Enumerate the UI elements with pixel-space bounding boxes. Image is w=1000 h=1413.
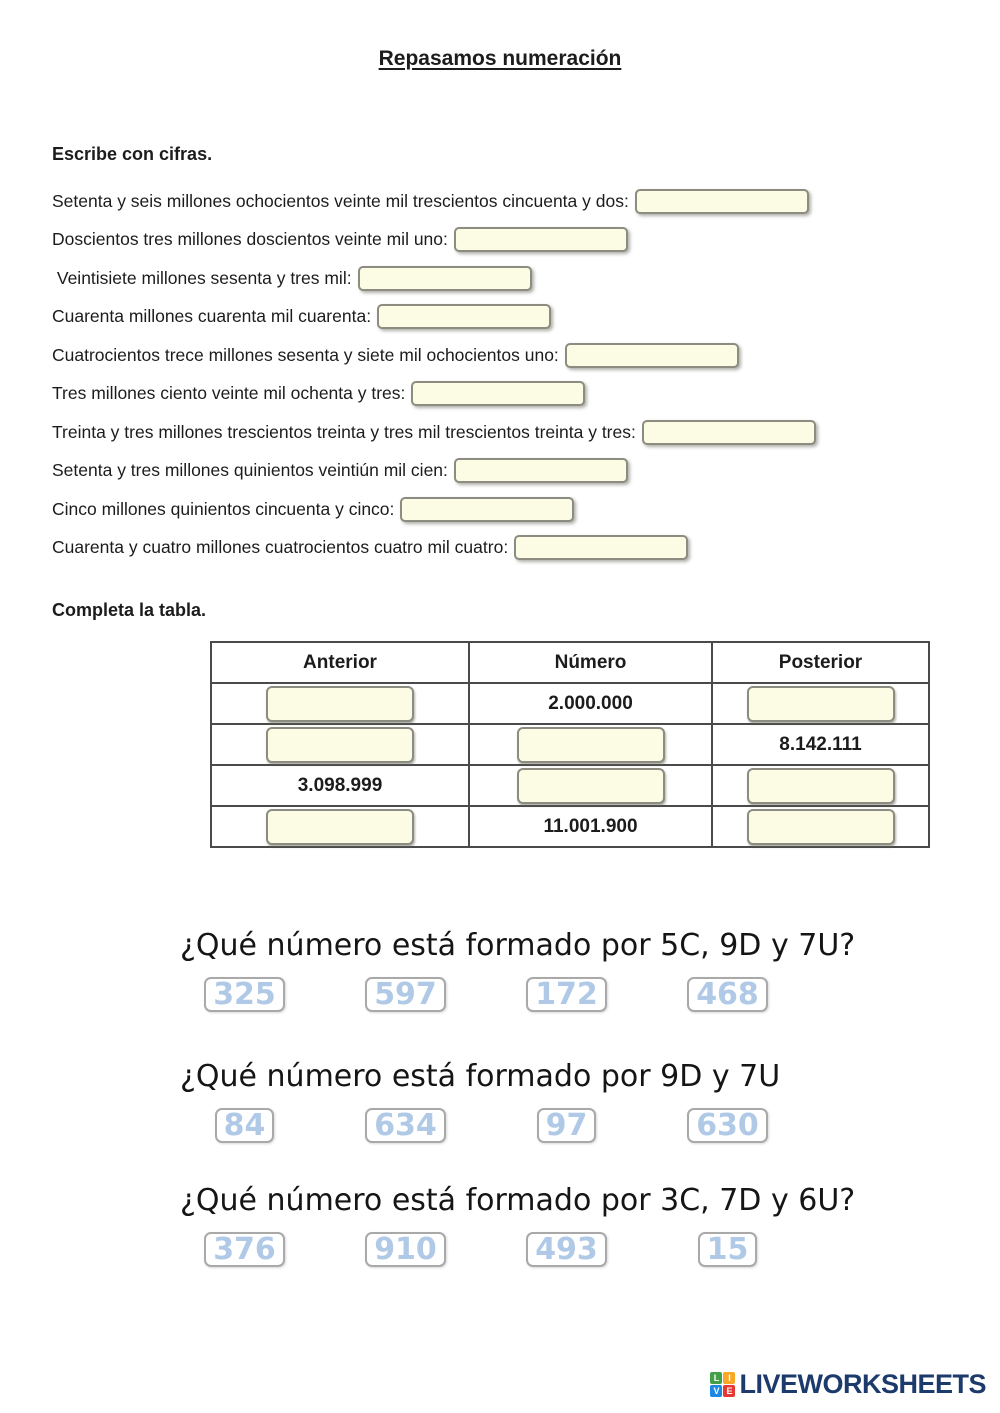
column-header-posterior: Posterior [712, 642, 929, 683]
option-slot [325, 977, 486, 1012]
option-number: 97 [545, 1108, 588, 1143]
worksheet-title [0, 47, 1000, 71]
exercise-text: Veintisiete millones sesenta y tres mil: [52, 267, 352, 288]
column-header-anterior: Anterior [211, 642, 469, 683]
section-escribe-con-cifras [52, 144, 970, 567]
exercise-text: Treinta y tres millones trescientos treinta y tres mil trescientos treinta y tres: [52, 421, 636, 442]
question-block-3 [0, 1180, 1000, 1267]
exercise-line [52, 375, 970, 414]
exercise-text: Cuarenta y cuatro millones cuatrocientos cuatro mil cuatro: [52, 537, 509, 558]
logo-tile-v: V [710, 1385, 722, 1397]
option-box-172[interactable] [526, 977, 607, 1012]
section-heading-escribe: Escribe con cifras. [52, 144, 213, 164]
option-box-597[interactable] [365, 977, 446, 1012]
exercise-line [52, 529, 970, 568]
answer-input-9[interactable] [400, 497, 574, 522]
exercise-text: Cuarenta millones cuarenta mil cuarenta: [52, 306, 372, 327]
liveworksheets-logo[interactable] [710, 1369, 986, 1400]
table-cell [469, 683, 712, 724]
table-cell [712, 765, 929, 806]
answer-input-8[interactable] [454, 458, 628, 483]
numbers-table-wrapper [210, 641, 930, 848]
question-text-1: ¿Qué número está formado por 5C, 9D y 7U? [180, 928, 856, 963]
exercise-line [52, 298, 970, 337]
table-cell [469, 806, 712, 847]
option-slot [486, 977, 647, 1012]
option-number: 376 [213, 1232, 276, 1267]
exercise-line [52, 490, 970, 529]
option-box-84[interactable] [215, 1108, 275, 1143]
logo-text: LIVEWORKSHEETS [739, 1369, 986, 1399]
option-number: 493 [535, 1232, 598, 1267]
logo-tile-e: E [723, 1385, 735, 1397]
question-block-2 [0, 1056, 1000, 1143]
exercise-line [52, 452, 970, 491]
exercise-line [52, 182, 970, 221]
answer-input-4[interactable] [377, 304, 551, 329]
table-answer-input-r4-anterior[interactable] [266, 809, 414, 845]
table-answer-input-r3-numero[interactable] [517, 768, 665, 804]
logo-tile-i: I [723, 1372, 735, 1384]
option-slot [486, 1108, 647, 1143]
table-cell [211, 765, 469, 806]
option-box-630[interactable] [687, 1108, 768, 1143]
table-answer-input-r2-anterior[interactable] [266, 727, 414, 763]
option-slot [164, 1108, 325, 1143]
option-slot [647, 977, 808, 1012]
table-cell [211, 806, 469, 847]
exercise-line [52, 221, 970, 260]
option-number: 15 [706, 1232, 749, 1267]
table-value: 3.098.999 [297, 774, 383, 796]
table-answer-input-r3-posterior[interactable] [747, 768, 895, 804]
question-options-3 [164, 1232, 1000, 1267]
option-slot [164, 1232, 325, 1267]
numbers-table [210, 641, 930, 848]
option-number: 468 [696, 977, 759, 1012]
option-box-910[interactable] [365, 1232, 446, 1267]
table-value: 8.142.111 [779, 733, 862, 755]
liveworksheets-logo-icon [710, 1372, 735, 1397]
table-cell [211, 683, 469, 724]
exercise-text: Doscientos tres millones doscientos veinte mil uno: [52, 229, 448, 250]
option-number: 597 [374, 977, 437, 1012]
table-answer-input-r4-posterior[interactable] [747, 809, 895, 845]
exercise-text: Cuatrocientos trece millones sesenta y siete mil ochocientos uno: [52, 344, 559, 365]
table-row [211, 806, 929, 847]
table-cell [211, 724, 469, 765]
section-heading-completa: Completa la tabla. [52, 600, 207, 620]
table-answer-input-r1-posterior[interactable] [747, 686, 895, 722]
option-slot [164, 977, 325, 1012]
exercise-line [52, 336, 970, 375]
table-row [211, 724, 929, 765]
table-answer-input-r2-numero[interactable] [517, 727, 665, 763]
logo-tile-l: L [710, 1372, 722, 1384]
column-header-numero: Número [469, 642, 712, 683]
table-row [211, 683, 929, 724]
table-header-row [211, 642, 929, 683]
option-slot [647, 1108, 808, 1143]
question-options-2 [164, 1108, 1000, 1143]
option-box-325[interactable] [204, 977, 285, 1012]
option-number: 325 [213, 977, 276, 1012]
option-number: 84 [223, 1108, 266, 1143]
table-cell [712, 683, 929, 724]
option-slot [486, 1232, 647, 1267]
option-slot [325, 1232, 486, 1267]
option-number: 910 [374, 1232, 437, 1267]
worksheet-title-text: Repasamos numeración [378, 47, 622, 70]
question-options-1 [164, 977, 1000, 1012]
table-row [211, 765, 929, 806]
option-box-468[interactable] [687, 977, 768, 1012]
exercise-text: Tres millones ciento veinte mil ochenta y tres: [52, 383, 406, 404]
option-box-376[interactable] [204, 1232, 285, 1267]
answer-input-2[interactable] [454, 227, 628, 252]
exercise-lines [52, 182, 970, 567]
answer-input-1[interactable] [635, 189, 809, 214]
option-box-493[interactable] [526, 1232, 607, 1267]
table-cell [712, 724, 929, 765]
table-cell [712, 806, 929, 847]
option-box-97[interactable] [537, 1108, 597, 1143]
answer-input-5[interactable] [565, 343, 739, 368]
answer-input-6[interactable] [411, 381, 585, 406]
exercise-text: Setenta y tres millones quinientos veintiún mil cien: [52, 460, 448, 481]
exercise-line [52, 413, 970, 452]
option-number: 172 [535, 977, 598, 1012]
exercise-text: Cinco millones quinientos cincuenta y cinco: [52, 498, 395, 519]
question-text-3: ¿Qué número está formado por 3C, 7D y 6U? [180, 1183, 856, 1218]
question-block-1 [0, 925, 1000, 1012]
table-cell [469, 765, 712, 806]
option-number: 630 [696, 1108, 759, 1143]
exercise-text: Setenta y seis millones ochocientos veinte mil trescientos cincuenta y dos: [52, 190, 629, 211]
option-box-15[interactable] [698, 1232, 758, 1267]
table-answer-input-r1-anterior[interactable] [266, 686, 414, 722]
option-slot [647, 1232, 808, 1267]
option-box-634[interactable] [365, 1108, 446, 1143]
answer-input-10[interactable] [514, 535, 688, 560]
option-number: 634 [374, 1108, 437, 1143]
option-slot [325, 1108, 486, 1143]
answer-input-7[interactable] [642, 420, 816, 445]
answer-input-3[interactable] [358, 266, 532, 291]
question-text-2: ¿Qué número está formado por 9D y 7U [180, 1059, 781, 1094]
table-value: 2.000.000 [548, 692, 633, 714]
exercise-line [52, 259, 970, 298]
table-cell [469, 724, 712, 765]
table-value: 11.001.900 [543, 815, 638, 837]
